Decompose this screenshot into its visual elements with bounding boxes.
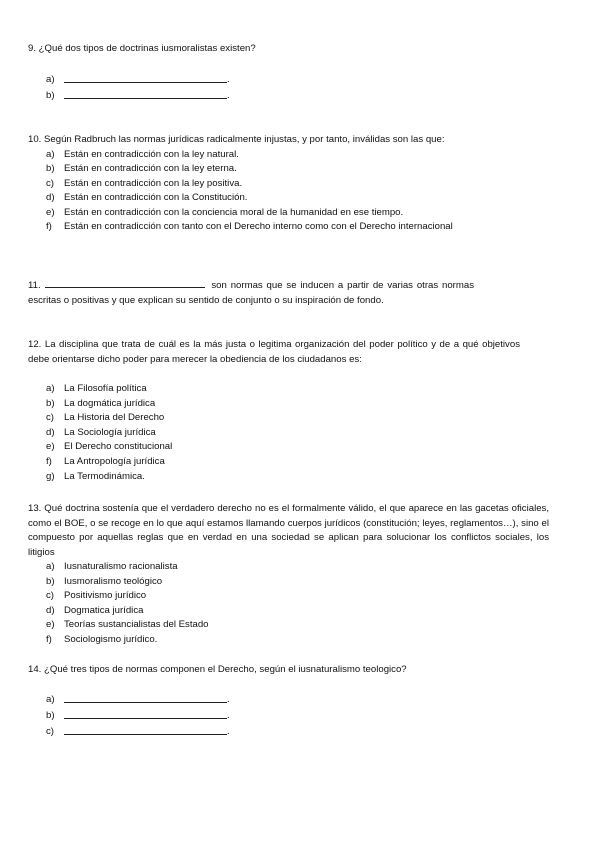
option-text: Iusnaturalismo racionalista (64, 561, 178, 572)
option-text: La dogmática jurídica (64, 397, 156, 409)
answer-blank[interactable] (28, 693, 520, 709)
option-text: Positivismo jurídico (64, 590, 147, 602)
option-item[interactable] (28, 382, 520, 397)
question-number: 11. (28, 280, 41, 291)
option-letter: d) (46, 192, 55, 204)
blank-line[interactable] (64, 718, 227, 719)
question-13 (28, 502, 549, 648)
option-item[interactable] (28, 455, 520, 470)
question-9-text: 9. ¿Qué dos tipos de doctrinas iusmoralistas existen? (28, 43, 256, 54)
question-12-text: 12. La disciplina que trata de cuál es la más justa o legitima organización del poder político y de a qué objetivos debe orientarse dicho poder para merecer la obediencia de los ciudadanos es: (28, 339, 520, 365)
option-item[interactable] (28, 397, 520, 412)
option-text: Teorías sustancialistas del Estado (64, 619, 209, 631)
option-text: Están en contradicción con la Constitución. (64, 192, 248, 204)
blank-line[interactable] (64, 98, 227, 99)
option-text: El Derecho constitucional (64, 441, 173, 453)
option-letter: b) (46, 397, 55, 409)
option-text: Iusmoralismo teológico (64, 575, 163, 587)
option-item[interactable] (28, 618, 549, 633)
blank-letter: a) (46, 693, 55, 705)
option-letter: e) (46, 206, 55, 218)
option-text: Están en contradicción con la ley natural. (64, 148, 239, 160)
option-item[interactable] (28, 191, 520, 206)
question-13-text: 13. Qué doctrina sostenía que el verdadero derecho no es el formalmente válido, el que aparece en las gacetas oficiales, como el BOE, o se recoge en lo que aquí estamos llamando cuerpos jurídicos (constitución; leyes, reglamentos…), sino el compuesto por aquellas reglas que en verdad en una sociedad se aplican para solucionar los conflictos sociales, los litigios (28, 503, 549, 558)
option-letter: d) (46, 604, 55, 616)
option-item[interactable] (28, 470, 520, 485)
option-letter: f) (46, 455, 52, 467)
option-item[interactable] (28, 575, 549, 590)
option-letter: c) (46, 412, 54, 424)
blank-letter: a) (46, 73, 55, 85)
option-item[interactable] (28, 411, 520, 426)
answer-blank[interactable] (28, 709, 520, 725)
option-letter: a) (46, 561, 55, 572)
question-10 (28, 133, 520, 235)
option-letter: b) (46, 163, 55, 175)
option-item[interactable] (28, 440, 520, 455)
option-text: Están en contradicción con la conciencia moral de la humanidad en ese tiempo. (64, 206, 404, 218)
blank-end: . (227, 709, 230, 721)
option-letter: g) (46, 470, 55, 482)
blank-line[interactable] (64, 734, 227, 735)
option-item[interactable] (28, 633, 549, 648)
option-text: Sociologismo jurídico. (64, 633, 158, 645)
option-item[interactable] (28, 220, 520, 235)
question-14-text: 14. ¿Qué tres tipos de normas componen el Derecho, según el iusnaturalismo teologico? (28, 664, 407, 675)
option-item[interactable] (28, 560, 549, 575)
blank-end: . (227, 693, 230, 705)
option-letter: c) (46, 590, 54, 602)
blank-end: . (227, 73, 230, 85)
answer-blank-inline[interactable] (45, 278, 205, 288)
option-item[interactable] (28, 148, 520, 163)
option-text: Dogmatica jurídica (64, 604, 144, 616)
options-list (28, 148, 520, 236)
option-item[interactable] (28, 604, 549, 619)
option-text: La Termodinámica. (64, 470, 145, 482)
blank-line[interactable] (64, 82, 227, 83)
option-text: Están en contradicción con tanto con el Derecho interno como con el Derecho internacional (64, 221, 453, 233)
question-14 (28, 663, 520, 741)
option-letter: b) (46, 575, 55, 587)
option-item[interactable] (28, 589, 549, 604)
options-list (28, 560, 549, 648)
option-letter: f) (46, 221, 52, 233)
blank-line[interactable] (64, 702, 227, 703)
option-item[interactable] (28, 177, 520, 192)
blank-letter: b) (46, 709, 55, 721)
blank-end: . (227, 725, 230, 737)
question-11 (28, 278, 474, 308)
option-text: La Sociología jurídica (64, 426, 156, 438)
option-letter: a) (46, 148, 55, 160)
question-12 (28, 338, 520, 484)
blank-letter: b) (46, 89, 55, 101)
option-text: La Filosofía política (64, 383, 147, 394)
option-text: Están en contradicción con la ley positiva. (64, 177, 243, 189)
answer-blank[interactable] (28, 725, 520, 741)
options-list (28, 382, 520, 484)
option-letter: d) (46, 426, 55, 438)
option-letter: a) (46, 383, 55, 394)
question-11-text (28, 278, 474, 308)
blank-letter: c) (46, 725, 54, 737)
option-letter: c) (46, 177, 54, 189)
option-item[interactable] (28, 206, 520, 221)
option-letter: f) (46, 633, 52, 645)
answer-blank[interactable] (28, 89, 520, 105)
option-text: La Antropología jurídica (64, 455, 165, 467)
question-10-text: 10. Según Radbruch las normas jurídicas radicalmente injustas, y por tanto, inválidas son las que: (28, 134, 445, 145)
option-item[interactable] (28, 426, 520, 441)
option-item[interactable] (28, 162, 520, 177)
question-11-body: son normas que se inducen a partir de varias otras normas escritas o positivas y que explican su sentido de conjunto o su inspiración de fondo. (28, 280, 474, 306)
question-9 (28, 42, 520, 105)
option-text: La Historia del Derecho (64, 412, 165, 424)
blank-end: . (227, 89, 230, 101)
answer-blank[interactable] (28, 73, 520, 89)
option-letter: e) (46, 619, 55, 631)
option-text: Están en contradicción con la ley eterna. (64, 163, 237, 175)
option-letter: e) (46, 441, 55, 453)
